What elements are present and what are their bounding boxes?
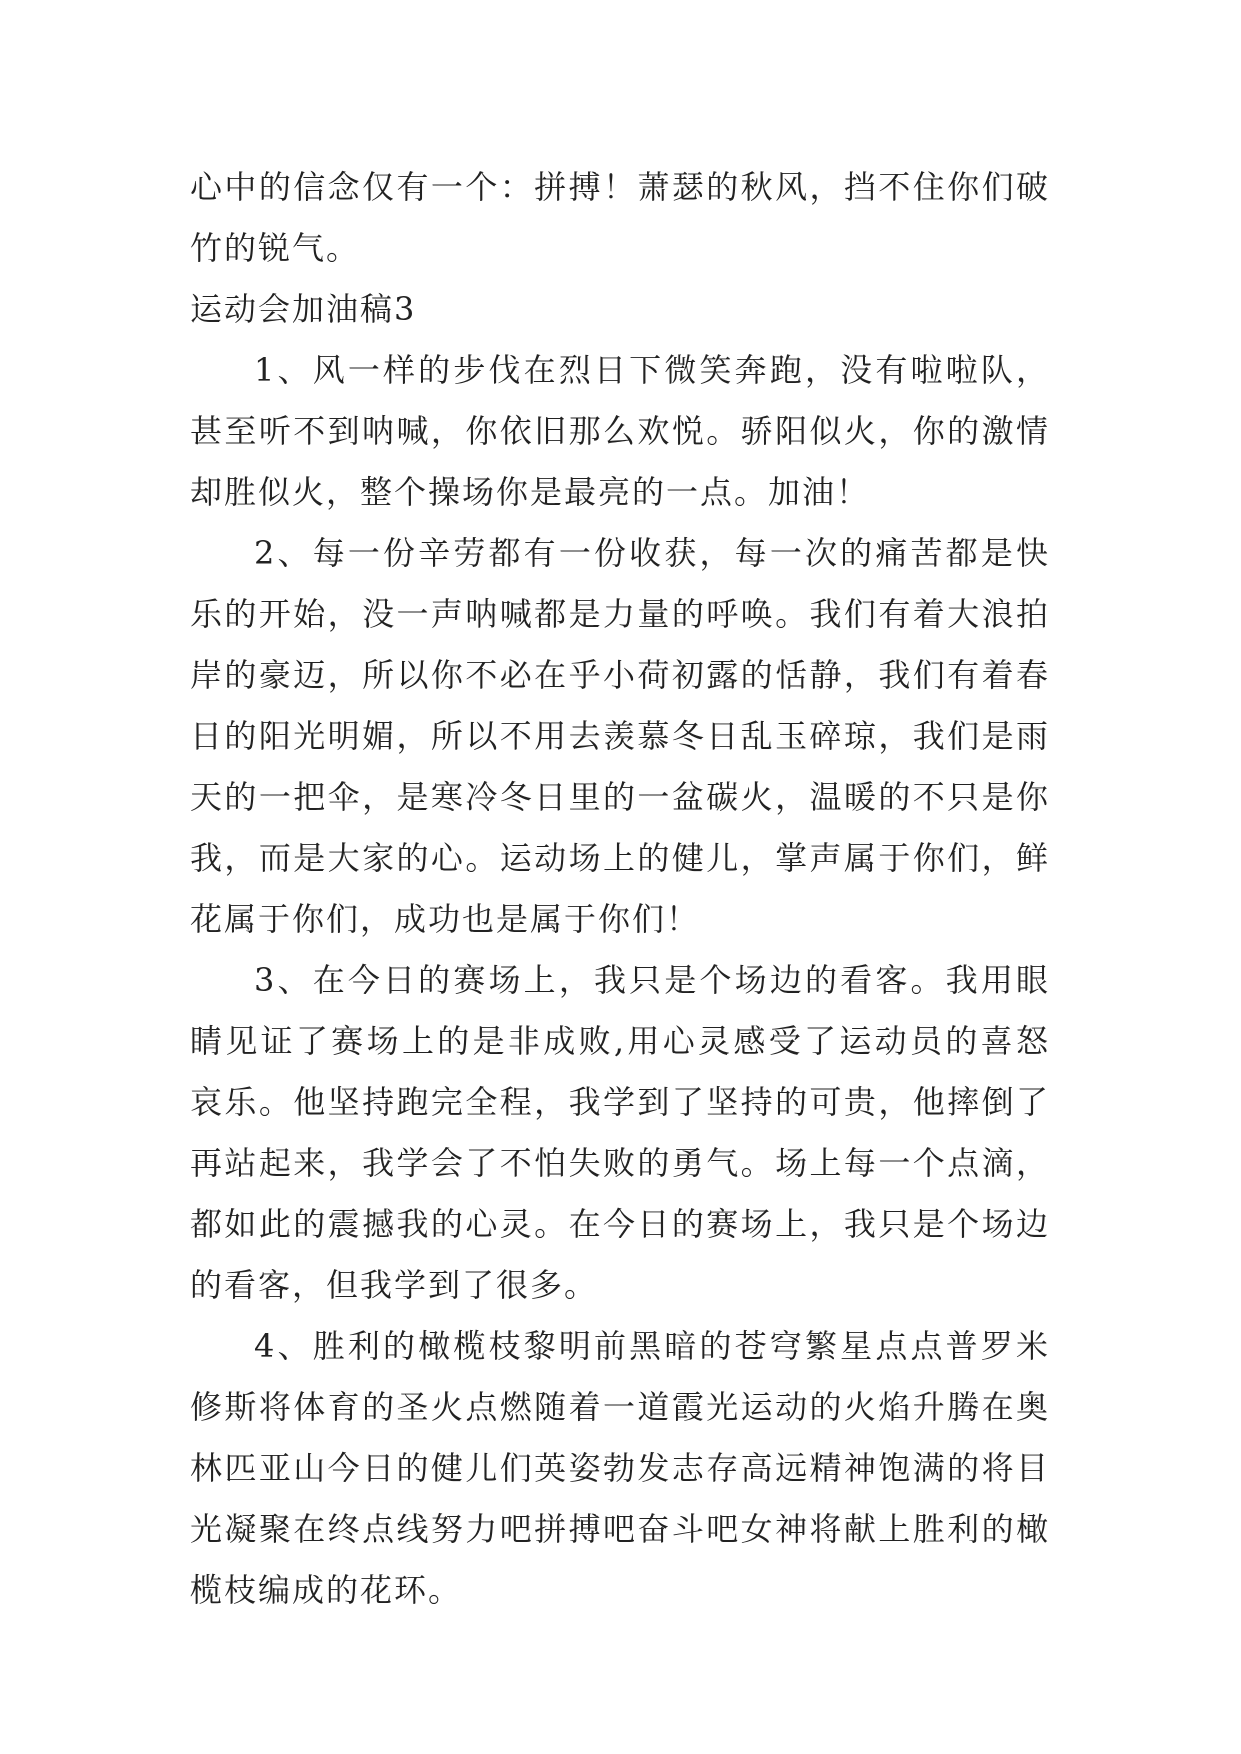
paragraph-1: 1、风一样的步伐在烈日下微笑奔跑，没有啦啦队，甚至听不到呐喊，你依旧那么欢悦。骄阳似火，你的激情却胜似火，整个操场你是最亮的一点。加油！ (190, 351, 1050, 511)
document-body (190, 157, 1050, 1621)
section-title: 运动会加油稿3 (190, 290, 417, 328)
paragraph-3: 3、在今日的赛场上，我只是个场边的看客。我用眼睛见证了赛场上的是非成败,用心灵感受了运动员的喜怒哀乐。他坚持跑完全程，我学到了坚持的可贵，他摔倒了再站起来，我学会了不怕失败的勇气。场上每一个点滴，都如此的震撼我的心灵。在今日的赛场上，我只是个场边的看客，但我学到了很多。 (190, 961, 1050, 1304)
paragraph-4: 4、胜利的橄榄枝黎明前黑暗的苍穹繁星点点普罗米修斯将体育的圣火点燃随着一道霞光运动的火焰升腾在奥林匹亚山今日的健儿们英姿勃发志存高远精神饱满的将目光凝聚在终点线努力吧拼搏吧奋斗吧女神将献上胜利的橄榄枝编成的花环。 (190, 1327, 1050, 1609)
lead-paragraph: 心中的信念仅有一个：拼搏！萧瑟的秋风，挡不住你们破竹的锐气。 (190, 168, 1050, 267)
paragraph-2: 2、每一份辛劳都有一份收获，每一次的痛苦都是快乐的开始，没一声呐喊都是力量的呼唤。我们有着大浪拍岸的豪迈，所以你不必在乎小荷初露的恬静，我们有着春日的阳光明媚，所以不用去羡慕冬日乱玉碎琼，我们是雨天的一把伞，是寒冷冬日里的一盆碳火，温暖的不只是你我，而是大家的心。运动场上的健儿，掌声属于你们，鲜花属于你们，成功也是属于你们！ (190, 534, 1050, 938)
